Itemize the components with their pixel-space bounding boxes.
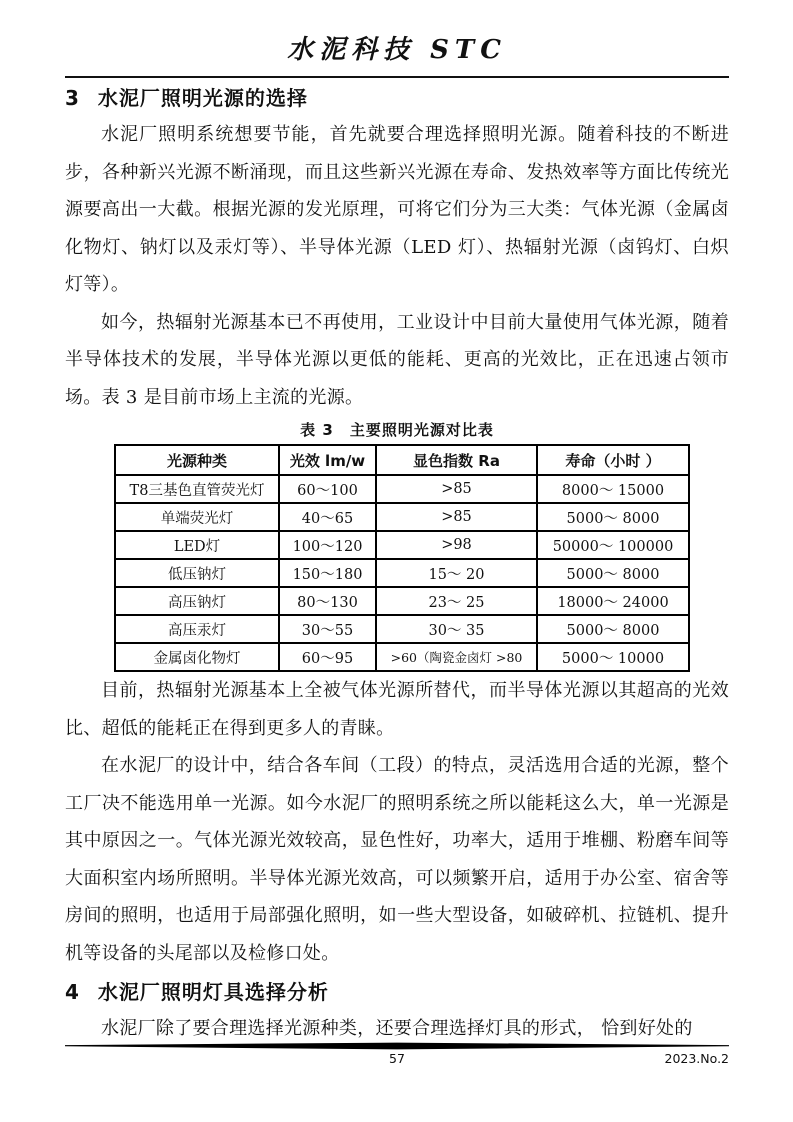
section-4-title: 水泥厂照明灯具选择分析 <box>97 980 329 1004</box>
section-4-number: 4 <box>65 980 80 1004</box>
table-cell: 5000～ 8000 <box>537 503 689 531</box>
table-cell: 100～120 <box>279 531 376 559</box>
section-3-heading <box>65 84 729 112</box>
page-footer <box>65 1042 729 1067</box>
table-cell: 40～65 <box>279 503 376 531</box>
column-header: 光源种类 <box>115 445 279 475</box>
table-row <box>115 503 689 531</box>
issue-label: 2023.No.2 <box>664 1051 729 1066</box>
column-header: 寿命（小时 ） <box>537 445 689 475</box>
paragraph: 在水泥厂的设计中，结合各车间（工段）的特点，灵活选用合适的光源，整个工厂决不能选用单一光源。如今水泥厂的照明系统之所以能耗这么大，单一光源是其中原因之一。气体光源光效较高，显色性好，功率大，适用于堆棚、粉磨车间等大面积室内场所照明。半导体光源光效高，可以频繁开启，适用于办公室、宿舍等房间的照明，也适用于局部强化照明，如一些大型设备，如破碎机、拉链机、提升机等设备的头尾部以及检修口处。 <box>65 755 729 964</box>
journal-title: 水泥科技 STC <box>287 35 507 65</box>
table-cell: 高压汞灯 <box>115 615 279 643</box>
table-cell: >85 <box>376 475 537 503</box>
table-cell: 5000～ 10000 <box>537 643 689 671</box>
table-cell: T8三基色直管荧光灯 <box>115 475 279 503</box>
paragraph: 目前，热辐射光源基本上全被气体光源所替代，而半导体光源以其超高的光效比、超低的能耗正在得到更多人的青睐。 <box>65 680 729 739</box>
table-cell: 8000～ 15000 <box>537 475 689 503</box>
paragraph: 水泥厂除了要合理选择光源种类，还要合理选择灯具的形式， 恰到好处的 <box>101 1018 693 1039</box>
table-cell: 50000～ 100000 <box>537 531 689 559</box>
footer-meta <box>65 1051 729 1067</box>
table-cell: 低压钠灯 <box>115 559 279 587</box>
table-cell: 高压钠灯 <box>115 587 279 615</box>
table-header-row <box>115 445 689 475</box>
table-cell: 60～100 <box>279 475 376 503</box>
table-cell: 150～180 <box>279 559 376 587</box>
table-cell: 18000～ 24000 <box>537 587 689 615</box>
table-cell: 80～130 <box>279 587 376 615</box>
light-source-comparison-table <box>114 444 690 672</box>
table-cell: >85 <box>376 503 537 531</box>
tapered-divider-ornament <box>65 1042 729 1050</box>
table-cell: 5000～ 8000 <box>537 559 689 587</box>
paragraph: 水泥厂照明系统想要节能，首先就要合理选择照明光源。随着科技的不断进步，各种新兴光源不断涌现，而且这些新兴光源在寿命、发热效率等方面比传统光源要高出一大截。根据光源的发光原理，可将它们分为三大类：气体光源（金属卤化物灯、钠灯以及汞灯等）、半导体光源（LED 灯）、热辐射光源（卤钨灯、白炽灯等）。 <box>65 124 729 295</box>
table-cell: 15～ 20 <box>376 559 537 587</box>
table-row <box>115 587 689 615</box>
table-row <box>115 559 689 587</box>
table-caption: 表 3 主要照明光源对比表 <box>300 421 494 439</box>
table-cell: 30～ 35 <box>376 615 537 643</box>
table-cell: 60～95 <box>279 643 376 671</box>
table-cell: 30～55 <box>279 615 376 643</box>
table-row <box>115 643 689 671</box>
table-cell: LED灯 <box>115 531 279 559</box>
table-row <box>115 615 689 643</box>
table-cell: >98 <box>376 531 537 559</box>
table-cell: 单端荧光灯 <box>115 503 279 531</box>
header-divider <box>65 76 729 78</box>
table-row <box>115 475 689 503</box>
table-cell: >60（陶瓷金卤灯 >80 <box>376 643 537 671</box>
column-header: 显色指数 Ra <box>376 445 537 475</box>
page-number: 57 <box>389 1051 405 1066</box>
section-3-number: 3 <box>65 86 80 110</box>
section-3-title: 水泥厂照明光源的选择 <box>97 86 308 110</box>
column-header: 光效 lm/w <box>279 445 376 475</box>
paragraph: 如今，热辐射光源基本已不再使用，工业设计中目前大量使用气体光源，随着半导体技术的发展，半导体光源以更低的能耗、更高的光效比，正在迅速占领市场。表 3 是目前市场上主流的光源。 <box>65 311 729 408</box>
section-4-heading <box>65 978 729 1006</box>
table-row <box>115 531 689 559</box>
table-cell: 5000～ 8000 <box>537 615 689 643</box>
table-cell: 23～ 25 <box>376 587 537 615</box>
table-cell: 金属卤化物灯 <box>115 643 279 671</box>
